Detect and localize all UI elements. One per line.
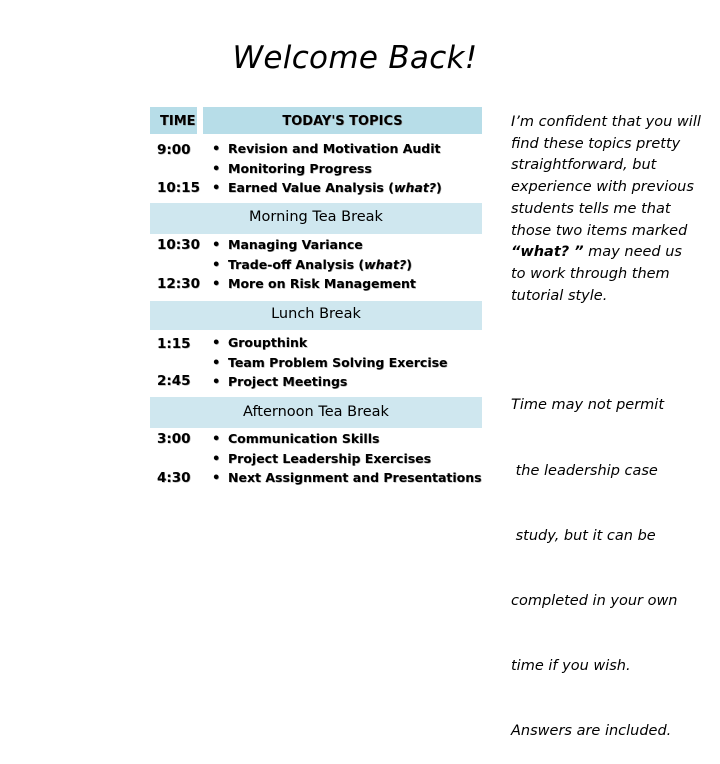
topic-item: • Revision and Motivation Audit bbox=[212, 139, 442, 159]
bullet-icon: • bbox=[212, 451, 221, 467]
topic-list bbox=[212, 333, 448, 392]
start-time: 3:00 bbox=[157, 431, 191, 447]
bullet-icon: • bbox=[212, 432, 221, 447]
break-row bbox=[150, 397, 482, 428]
bullet-icon: • bbox=[212, 257, 221, 273]
schedule-table bbox=[150, 107, 482, 499]
bullet-icon: • bbox=[212, 375, 221, 390]
bullet-icon: • bbox=[212, 181, 221, 196]
topic-item: • More on Risk Management bbox=[212, 274, 416, 294]
bullet-icon: • bbox=[212, 142, 221, 157]
end-time: 10:15 bbox=[157, 180, 200, 196]
bullet-icon: • bbox=[212, 355, 221, 371]
topic-item: • Project Leadership Exercises bbox=[212, 449, 482, 469]
end-time: 4:30 bbox=[157, 470, 191, 486]
note-time-permit: Time may not permit the leadership case study, but it can be completed in your own time if you wish. Answers are included. bbox=[511, 397, 678, 739]
time-header: TIME bbox=[150, 107, 197, 134]
topic-item: • Trade-off Analysis (what?) bbox=[212, 255, 416, 275]
topic-list bbox=[212, 235, 416, 294]
topics-header: TODAY'S TOPICS bbox=[203, 107, 482, 134]
topic-item: • Groupthink bbox=[212, 333, 448, 353]
start-time: 1:15 bbox=[157, 336, 191, 352]
break-row bbox=[150, 203, 482, 234]
end-time: 2:45 bbox=[157, 373, 191, 389]
topic-item: • Earned Value Analysis (what?) bbox=[212, 178, 442, 198]
topic-item: • Next Assignment and Presentations bbox=[212, 468, 482, 488]
topic-list bbox=[212, 139, 442, 198]
break-label: Morning Tea Break bbox=[249, 209, 383, 225]
break-row bbox=[150, 301, 482, 330]
topic-item: • Communication Skills bbox=[212, 429, 482, 449]
break-label: Afternoon Tea Break bbox=[243, 404, 389, 420]
bullet-icon: • bbox=[212, 238, 221, 253]
topic-item: • Managing Variance bbox=[212, 235, 416, 255]
topic-item: • Team Problem Solving Exercise bbox=[212, 353, 448, 373]
bullet-icon: • bbox=[212, 161, 221, 177]
start-time: 9:00 bbox=[157, 142, 191, 158]
topic-item: • Monitoring Progress bbox=[212, 159, 442, 179]
end-time: 12:30 bbox=[157, 276, 200, 292]
note-confidence: I’m confident that you will find these topics pretty straightforward, but experience with previous students tells me that those two items marked “what? ” may need us to work through them tutorial style. bbox=[511, 114, 701, 304]
bullet-icon: • bbox=[212, 277, 221, 292]
start-time: 10:30 bbox=[157, 237, 200, 253]
bullet-icon: • bbox=[212, 471, 221, 486]
break-label: Lunch Break bbox=[271, 306, 361, 322]
bullet-icon: • bbox=[212, 336, 221, 351]
topic-list bbox=[212, 429, 482, 488]
topic-item: • Project Meetings bbox=[212, 372, 448, 392]
page-title: Welcome Back! bbox=[232, 40, 478, 76]
